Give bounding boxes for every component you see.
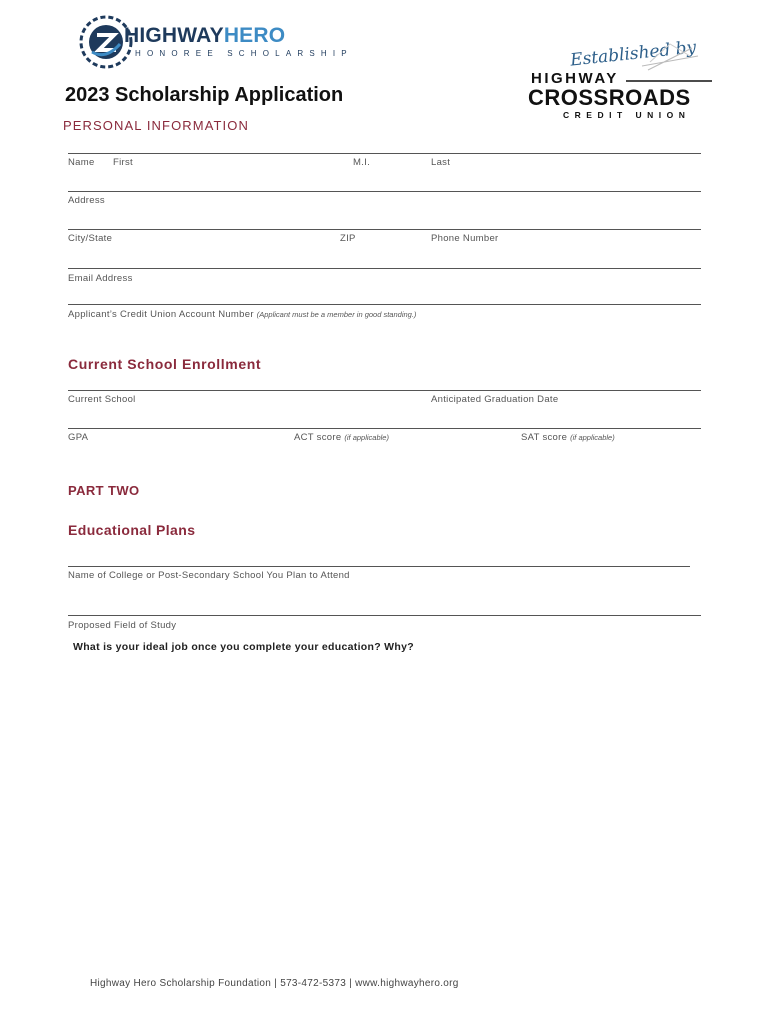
- gpa-label: GPA: [68, 432, 89, 443]
- highway-hero-subtitle: HONOREE SCHOLARSHIP: [135, 49, 353, 58]
- field-of-study-label: Proposed Field of Study: [68, 620, 177, 631]
- zip-label: ZIP: [340, 233, 356, 244]
- address-label: Address: [68, 195, 105, 206]
- act-label: ACT score (if applicable): [294, 432, 389, 443]
- crossroads-highway-text: HIGHWAY: [531, 70, 619, 87]
- personal-information-heading: PERSONAL INFORMATION: [63, 118, 249, 133]
- city-state-line[interactable]: [68, 229, 701, 230]
- phone-label: Phone Number: [431, 233, 499, 244]
- current-school-label: Current School: [68, 394, 136, 405]
- account-note: (Applicant must be a member in good standing.): [256, 310, 417, 319]
- first-label: First: [113, 157, 133, 168]
- sat-label: SAT score (if applicable): [521, 432, 615, 443]
- scores-line[interactable]: [68, 428, 701, 429]
- road-sketch-icon: [640, 36, 700, 72]
- footer-contact: Highway Hero Scholarship Foundation | 573-472-5373 | www.highwayhero.org: [90, 978, 459, 989]
- educational-plans-heading: Educational Plans: [68, 522, 196, 538]
- field-line[interactable]: [68, 615, 701, 616]
- mi-label: M.I.: [353, 157, 371, 168]
- school-enrollment-heading: Current School Enrollment: [68, 356, 262, 372]
- crossroads-wordmark: CROSSROADS: [528, 85, 691, 110]
- account-label: Applicant’s Credit Union Account Number (Applicant must be a member in good standing.): [68, 309, 417, 320]
- name-label: Name: [68, 157, 95, 168]
- part-two-heading: PART TWO: [68, 483, 140, 498]
- address-line[interactable]: [68, 191, 701, 192]
- account-line[interactable]: [68, 304, 701, 305]
- ideal-job-answer-area[interactable]: [68, 662, 701, 952]
- established-by-script: Established by: [569, 37, 698, 71]
- school-line[interactable]: [68, 390, 701, 391]
- page-title: 2023 Scholarship Application: [65, 84, 344, 106]
- sat-note: (if applicable): [570, 433, 615, 442]
- email-line[interactable]: [68, 268, 701, 269]
- crossroads-rule-icon: [626, 78, 712, 84]
- name-line[interactable]: [68, 153, 701, 154]
- college-label: Name of College or Post-Secondary School You Plan to Attend: [68, 570, 350, 581]
- highway-hero-wordmark: HIGHWAYHERO: [124, 24, 286, 47]
- last-label: Last: [431, 157, 451, 168]
- email-label: Email Address: [68, 273, 133, 284]
- college-line[interactable]: [68, 566, 690, 567]
- graduation-date-label: Anticipated Graduation Date: [431, 394, 559, 405]
- act-note: (if applicable): [344, 433, 389, 442]
- credit-union-text: CREDIT UNION: [563, 110, 691, 120]
- ideal-job-question: What is your ideal job once you complete your education? Why?: [73, 641, 414, 653]
- city-state-label: City/State: [68, 233, 113, 244]
